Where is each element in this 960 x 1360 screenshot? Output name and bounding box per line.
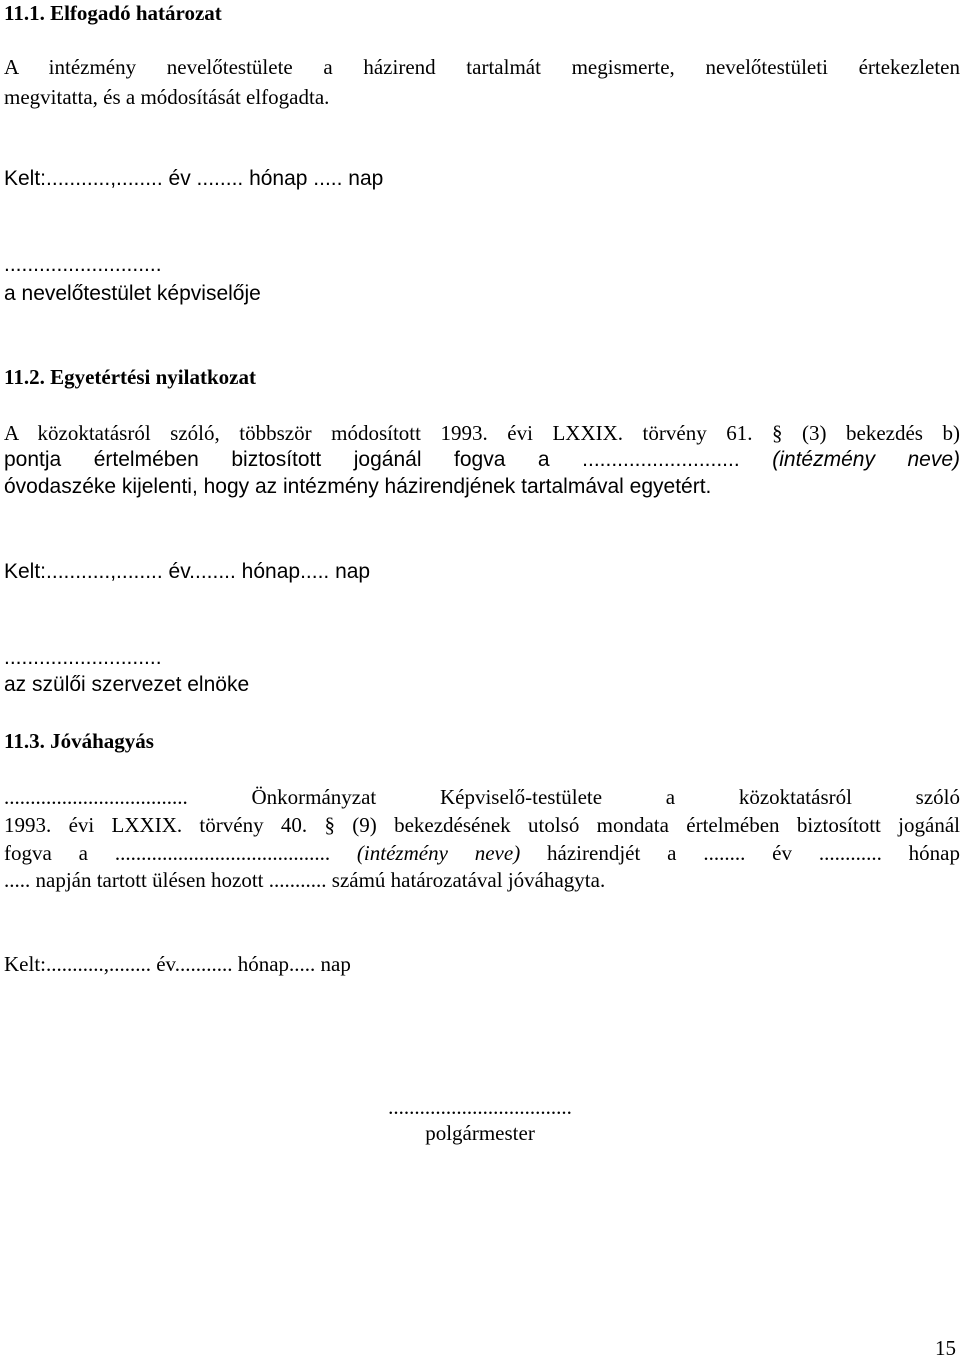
placeholder-institution-name: (intézmény neve) bbox=[356, 841, 521, 865]
paragraph-fragment: pontja értelmében biztosított jogánál fogva a bbox=[4, 448, 550, 471]
kelt-line: Kelt:...........,........ év ........ hónap ..... nap bbox=[4, 167, 384, 190]
signature-role: az szülői szervezet elnöke bbox=[4, 673, 250, 696]
paragraph-line bbox=[4, 839, 960, 867]
signature-role: polgármester bbox=[425, 1121, 535, 1145]
placeholder-institution-name: (intézmény neve) bbox=[772, 448, 960, 471]
paragraph-line: ................................... Önkormányzat Képviselő-testülete a közoktatásról szóló bbox=[4, 785, 960, 809]
paragraph-line bbox=[4, 446, 960, 474]
signature-dots: ........................... bbox=[4, 253, 162, 276]
fill-in-dots: ........................... bbox=[582, 448, 740, 471]
signature-dots: ........................... bbox=[4, 646, 162, 669]
paragraph-line: óvodaszéke kijelenti, hogy az intézmény házirendjének tartalmával egyetért. bbox=[4, 475, 712, 498]
section-heading-jovahagyas: 11.3. Jóváhagyás bbox=[4, 729, 154, 753]
fill-in-dots: ......................................... bbox=[114, 841, 331, 865]
section-heading-egyetertesi: 11.2. Egyetértési nyilatkozat bbox=[4, 365, 256, 389]
paragraph-fragment: fogva a bbox=[4, 841, 88, 865]
paragraph-fragment: házirendjét a ........ év ............ hónap bbox=[547, 841, 960, 865]
paragraph-line: A intézmény nevelőtestülete a házirend tartalmát megismerte, nevelőtestületi értekezleten bbox=[4, 55, 960, 79]
kelt-line: Kelt:...........,........ év........... hónap..... nap bbox=[4, 952, 351, 976]
section-heading-elfogado: 11.1. Elfogadó határozat bbox=[4, 1, 222, 25]
signature-role: a nevelőtestület képviselője bbox=[4, 282, 261, 305]
paragraph-line: A közoktatásról szóló, többször módosított 1993. évi LXXIX. törvény 61. § (3) bekezdés b) bbox=[4, 421, 960, 445]
paragraph-line: megvitatta, és a módosítását elfogadta. bbox=[4, 85, 330, 109]
paragraph-line: ..... napján tartott ülésen hozott ........... számú határozatával jóváhagyta. bbox=[4, 868, 606, 892]
page-number: 15 bbox=[935, 1336, 956, 1360]
paragraph-line: 1993. évi LXXIX. törvény 40. § (9) bekezdésének utolsó mondata értelmében biztosított jogánál bbox=[4, 813, 960, 837]
kelt-line: Kelt:...........,........ év........ hónap..... nap bbox=[4, 560, 371, 583]
signature-dots: ................................... bbox=[388, 1095, 572, 1119]
